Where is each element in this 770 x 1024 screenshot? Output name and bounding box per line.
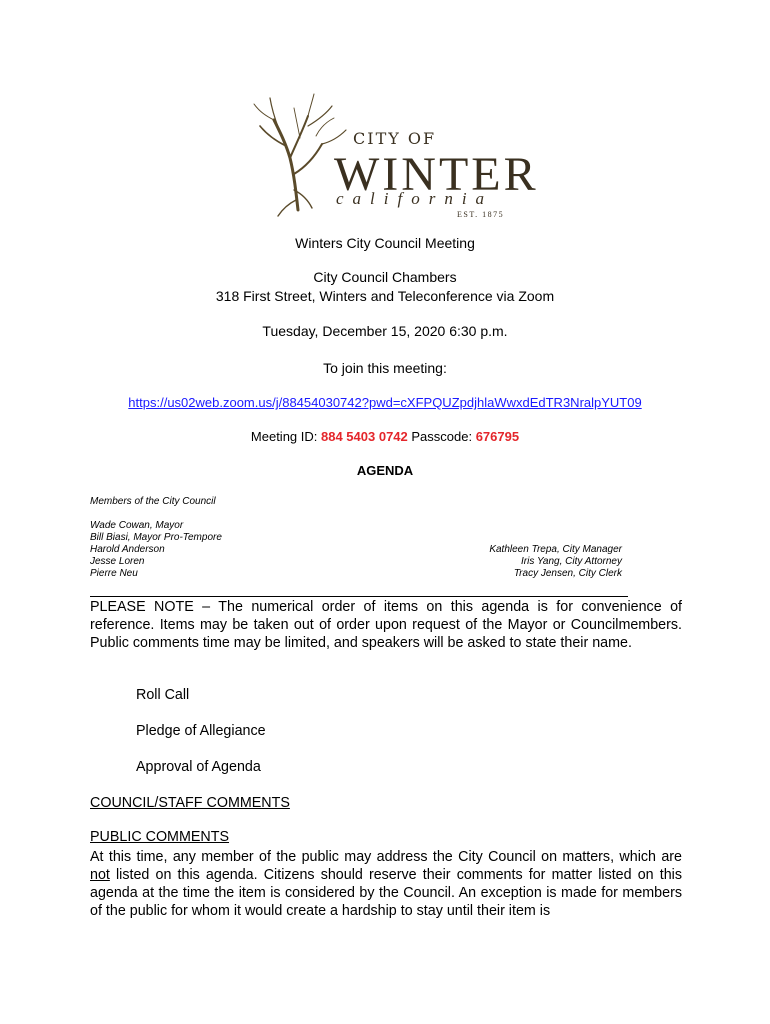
agenda-title: AGENDA bbox=[356, 463, 414, 478]
meeting-id-label: Meeting ID: bbox=[250, 429, 321, 444]
public-comments-text-cont: listed on this agenda. Citizens should reserve their comments for matter listed on this agenda at the time the item is considered by the Council. An exception is made for members of the public for whom it would create a hardship to stay until their item is bbox=[90, 867, 682, 919]
passcode-value: 676795 bbox=[475, 429, 520, 444]
location-line-2: 318 First Street, Winters and Teleconference via Zoom bbox=[215, 288, 555, 304]
svg-text:WINTERS: WINTER bbox=[334, 148, 539, 201]
public-comments-text: At this time, any member of the public may address the City Council on matters, which are bbox=[90, 849, 682, 865]
city-logo bbox=[250, 92, 540, 222]
staff-list bbox=[489, 544, 622, 580]
meeting-id-row bbox=[0, 429, 770, 444]
meeting-title: Winters City Council Meeting bbox=[295, 235, 475, 251]
svg-text:california: california bbox=[336, 189, 494, 208]
divider-line bbox=[90, 596, 628, 597]
council-member: Jesse Loren bbox=[90, 556, 145, 567]
public-comments-heading: PUBLIC COMMENTS bbox=[90, 829, 230, 845]
svg-text:EST. 1875: EST. 1875 bbox=[457, 210, 505, 219]
council-member: Pierre Neu bbox=[90, 568, 138, 579]
council-member: Harold Anderson bbox=[90, 544, 165, 555]
members-heading: Members of the City Council bbox=[90, 496, 216, 507]
svg-text:CITY OF: CITY OF bbox=[353, 129, 437, 148]
council-list bbox=[90, 520, 222, 580]
council-staff-comments-heading: COUNCIL/STAFF COMMENTS bbox=[90, 795, 290, 811]
public-comments-not: not bbox=[90, 867, 110, 883]
tree-icon bbox=[250, 92, 540, 222]
zoom-link-row bbox=[0, 395, 770, 410]
location-line-1: City Council Chambers bbox=[313, 269, 457, 285]
staff-member: Iris Yang, City Attorney bbox=[521, 556, 622, 567]
passcode-label: Passcode: bbox=[407, 429, 476, 444]
zoom-link[interactable]: https://us02web.zoom.us/j/88454030742?pwd=cXFPQUZpdjhlaWwxdEdTR3NralpYUT09 bbox=[128, 395, 642, 410]
staff-member: Tracy Jensen, City Clerk bbox=[513, 568, 622, 579]
staff-member: Kathleen Trepa, City Manager bbox=[489, 544, 622, 555]
council-member: Wade Cowan, Mayor bbox=[90, 520, 184, 531]
council-member: Bill Biasi, Mayor Pro-Tempore bbox=[90, 532, 222, 543]
public-comments-paragraph bbox=[90, 848, 682, 920]
meeting-datetime: Tuesday, December 15, 2020 6:30 p.m. bbox=[262, 323, 508, 339]
agenda-item-approval: Approval of Agenda bbox=[136, 759, 261, 775]
please-note-paragraph: PLEASE NOTE – The numerical order of items on this agenda is for convenience of reference. Items may be taken out of order upon request of the Mayor or Councilmembers. Public comments time may be limited, and speakers will be asked to state their name. bbox=[90, 599, 682, 651]
meeting-id-value: 884 5403 0742 bbox=[321, 429, 408, 444]
join-label: To join this meeting: bbox=[323, 360, 447, 376]
agenda-item-roll-call: Roll Call bbox=[136, 687, 190, 703]
agenda-item-pledge: Pledge of Allegiance bbox=[136, 723, 266, 739]
